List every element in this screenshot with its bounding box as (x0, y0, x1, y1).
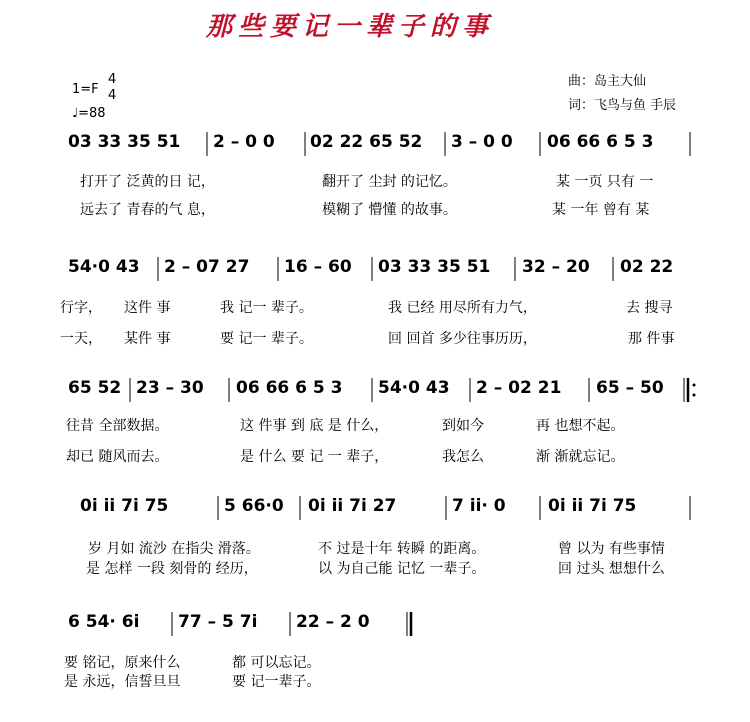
lyric-line: 回 过头 想想什么 (558, 561, 665, 577)
lyric-line: 某件 事 (124, 331, 171, 347)
time-signature-bottom: 4 (108, 88, 117, 103)
key-signature: 1=F (72, 82, 99, 97)
measure: 06 66 6 5 3 (547, 132, 654, 152)
staff-row-4 (60, 496, 700, 526)
measure: 54·0 43 (378, 378, 450, 398)
lyric-line: 远去了 青春的气 息， (80, 202, 215, 218)
lyric-line: 翻开了 尘封 的记忆。 (322, 174, 457, 190)
measure: 54·0 43 (68, 257, 140, 277)
barlines-row-5 (60, 612, 700, 642)
measure: 0i ii 7i 75 (80, 496, 169, 516)
lyric-line: 回 回首 多少往事历历， (388, 331, 537, 347)
lyric-line: 我 记一 辈子。 (220, 300, 313, 316)
lyric-line: 要 记一辈子。 (232, 674, 321, 690)
measure: 23 – 30 (136, 378, 204, 398)
measure: 77 – 5 7i (178, 612, 258, 632)
composer-credit: 曲：岛主大仙 (568, 74, 647, 89)
lyric-line: 这 件事 到 底 是 什么， (240, 418, 389, 434)
staff-row-2 (60, 257, 700, 287)
measure: 2 – 07 27 (164, 257, 250, 277)
lyric-line: 往昔 全部数据。 (66, 418, 169, 434)
lyric-line: 曾 以为 有些事情 (558, 541, 665, 557)
measure: 3 – 0 0 (451, 132, 513, 152)
lyric-line: 要 铭记，原来什么 (64, 655, 181, 671)
lyric-line: 是 什么 要 记 一 辈子， (240, 449, 389, 465)
tempo-marking: ♩=88 (72, 106, 106, 121)
lyric-line: 不 过是十年 转瞬 的距离。 (318, 541, 486, 557)
lyric-line: 这件 事 (124, 300, 171, 316)
measure: 03 33 35 51 (68, 132, 181, 152)
measure: 02 22 (620, 257, 674, 277)
lyric-line: 渐 渐就忘记。 (536, 449, 625, 465)
measure: 5 66·0 (224, 496, 284, 516)
measure: 16 – 60 (284, 257, 352, 277)
lyric-line: 那 件事 (628, 331, 675, 347)
staff-row-3 (60, 378, 700, 408)
lyric-line: 是 怎样 一段 刻骨的 经历， (86, 561, 258, 577)
measure: 65 – 50 (596, 378, 664, 398)
lyric-line: 去 搜寻 (626, 300, 673, 316)
lyricist-credit: 词：飞鸟与鱼 手辰 (568, 98, 677, 113)
lyric-line: 某 一年 曾有 某 (552, 202, 650, 218)
lyric-line: 以 为自己能 记忆 一辈子。 (318, 561, 486, 577)
lyric-line: 某 一页 只有 一 (556, 174, 654, 190)
measure: 2 – 0 0 (213, 132, 275, 152)
lyric-line: 一天， (60, 331, 102, 347)
lyric-line: 打开了 泛黄的日 记， (80, 174, 215, 190)
measure: 65 52 (68, 378, 122, 398)
lyric-line: 要 记一 辈子。 (220, 331, 313, 347)
measure: 7 ii· 0 (452, 496, 506, 516)
lyric-line: 模糊了 懵懂 的故事。 (322, 202, 457, 218)
measure: 0i ii 7i 75 (548, 496, 637, 516)
time-signature (108, 72, 116, 104)
measure: 03 33 35 51 (378, 257, 491, 277)
measure: 32 – 20 (522, 257, 590, 277)
lyric-line: 再 也想不起。 (536, 418, 625, 434)
lyric-line: 我怎么 (442, 449, 484, 465)
measure: 22 – 2 0 (296, 612, 370, 632)
lyric-line: 行字， (60, 300, 102, 316)
measure: 0i ii 7i 27 (308, 496, 397, 516)
lyric-line: 是 永远，信誓旦旦 (64, 674, 181, 690)
time-signature-top: 4 (108, 72, 117, 87)
song-title: 那些要记一辈子的事 (205, 12, 494, 42)
staff-row-1 (60, 132, 700, 162)
measure: 2 – 02 21 (476, 378, 562, 398)
staff-row-5 (60, 612, 700, 642)
lyric-line: 我 已经 用尽所有力气， (388, 300, 537, 316)
lyric-line: 岁 月如 流沙 在指尖 滑落。 (88, 541, 260, 557)
lyric-line: 都 可以忘记。 (232, 655, 321, 671)
measure: 6 54· 6i (68, 612, 140, 632)
measure: 02 22 65 52 (310, 132, 423, 152)
measure: 06 66 6 5 3 (236, 378, 343, 398)
lyric-line: 到如今 (442, 418, 484, 434)
lyric-line: 却已 随风而去。 (66, 449, 169, 465)
